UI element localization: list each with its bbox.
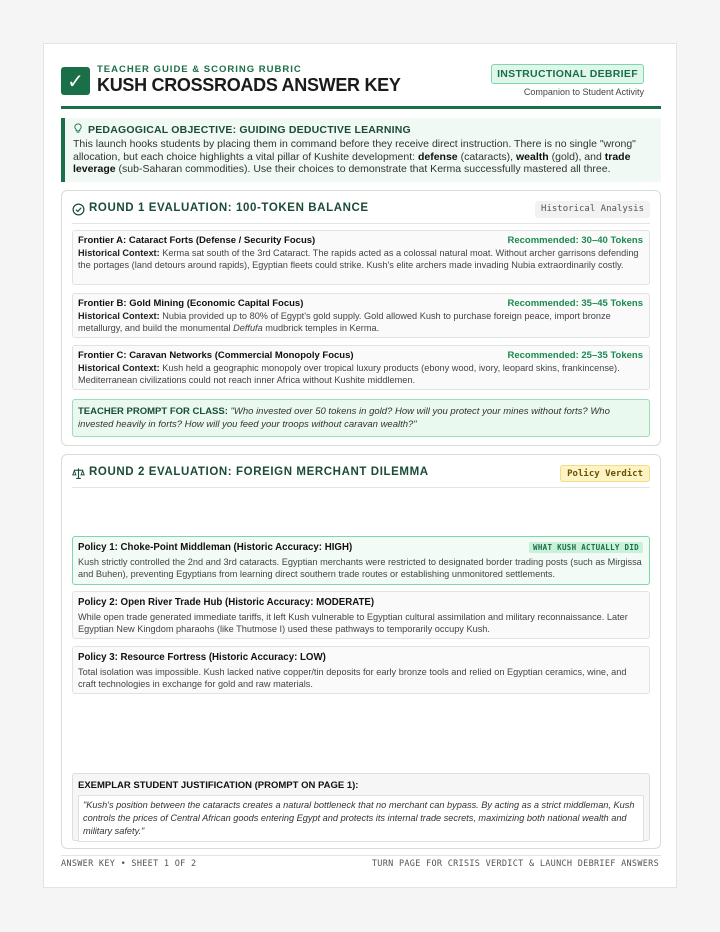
footer-turn-page-note: TURN PAGE FOR CRISIS VERDICT & LAUNCH DEBRIEF ANSWERS [371, 859, 659, 869]
round-2-title: ROUND 2 EVALUATION: FOREIGN MERCHANT DILEMMA [89, 466, 429, 478]
deffufa-term: Deffufa [233, 322, 263, 333]
context-label: Historical Context: [78, 311, 160, 321]
context-label: Historical Context: [78, 248, 160, 258]
frontier-a-text: Kerma sat south of the 3rd Cataract. The rapids acted as a colossal natural moat. Without archer garrisons defending the portages (land detours around rapids), Egyptian fleets could strike. Kush's elite archers made invading Nubia extraordinarily costly. [78, 248, 639, 270]
policy-3-card [72, 646, 650, 694]
objective-text-b: (cataracts), [457, 150, 517, 163]
policy-3-title: Policy 3: Resource Fortress (Historic Accuracy: LOW) [78, 652, 326, 663]
teacher-prompt [72, 399, 650, 437]
instructional-debrief-badge: INSTRUCTIONAL DEBRIEF [491, 64, 644, 84]
teacher-prompt-text: "Who invested over 50 tokens in gold? How will you protect your mines without forts? Who invested heavily in forts? How will you feed your troops without caravan wealth?" [78, 406, 610, 430]
frontier-b-card [72, 293, 650, 338]
frontier-c-text: Kush held a geographic monopoly over tropical luxury products (ebony wood, ivory, leopard skins, frankincense). Mediterranean civilizations could not reach inner Africa without Kushite middlemen. [78, 363, 620, 385]
objective-heading [73, 123, 653, 136]
frontier-c-title: Frontier C: Caravan Networks (Commercial Monopoly Focus) [78, 350, 354, 361]
objective-text-d: (sub-Saharan commodities). Use their choices to demonstrate that Kerma successfully mastered all three. [115, 163, 611, 175]
footer-sheet-number: ANSWER KEY • SHEET 1 OF 2 [61, 859, 197, 869]
historical-analysis-tag: Historical Analysis [535, 201, 650, 218]
round-1-divider [72, 223, 650, 224]
pedagogical-objective [61, 118, 661, 182]
answer-key-sheet [43, 43, 677, 888]
page-title: KUSH CROSSROADS ANSWER KEY [97, 75, 401, 95]
frontier-b-title: Frontier B: Gold Mining (Economic Capital Focus) [78, 298, 304, 309]
policy-verdict-tag: Policy Verdict [560, 465, 650, 482]
round-2-header [72, 465, 650, 485]
policy-2-title: Policy 2: Open River Trade Hub (Historic Accuracy: MODERATE) [78, 597, 375, 608]
frontier-b-recommendation: Recommended: 35–45 Tokens [507, 298, 643, 309]
frontier-c-recommendation: Recommended: 25–35 Tokens [507, 350, 643, 361]
check-circle-icon [72, 203, 85, 216]
round-1-header [72, 201, 650, 221]
policy-3-text: Total isolation was impossible. Kush lacked native copper/tin deposits for early bronze tools and relied on Egyptian ceramics, wine, and craft technologies in exchange for gold and raw materials. [78, 667, 627, 689]
policy-1-card [72, 536, 650, 585]
exemplar-quote: "Kush's position between the cataracts creates a natural bottleneck that no merchant can bypass. By acting as a strict middleman, Kush controls the prices of Central African goods entering Egypt and protects its internal trade secrets, maximizing both national wealth and military safety." [78, 795, 644, 842]
header-kicker: TEACHER GUIDE & SCORING RUBRIC [97, 64, 302, 75]
objective-text [73, 138, 653, 176]
teacher-prompt-label: TEACHER PROMPT FOR CLASS: [78, 406, 228, 417]
footer-divider [61, 855, 661, 856]
page-header [61, 64, 661, 108]
checkmark-icon: ✓ [61, 67, 90, 95]
companion-note: Companion to Student Activity [523, 87, 644, 97]
frontier-a-card [72, 230, 650, 285]
objective-heading-text: PEDAGOGICAL OBJECTIVE: GUIDING DEDUCTIVE LEARNING [88, 124, 411, 136]
round-2-panel [61, 454, 661, 849]
header-divider [61, 106, 661, 109]
scales-icon [72, 467, 85, 480]
frontier-b-text-a: Nubia provided up to 80% of Egypt's gold supply. Gold allowed Kush to purchase foreign peace, import bronze metallurgy, and build the monumental [78, 311, 611, 333]
frontier-a-context [78, 248, 644, 271]
exemplar-justification [72, 773, 650, 841]
objective-bold-trade: trade leverage [73, 150, 631, 175]
policy-2-card [72, 591, 650, 639]
frontier-b-context [78, 311, 644, 334]
objective-bold-defense: defense [417, 150, 458, 163]
context-label: Historical Context: [78, 363, 160, 373]
frontier-c-context [78, 363, 644, 386]
round-1-title: ROUND 1 EVALUATION: 100-TOKEN BALANCE [89, 202, 369, 214]
frontier-a-title: Frontier A: Cataract Forts (Defense / Security Focus) [78, 235, 316, 246]
round-1-panel [61, 190, 661, 446]
frontier-a-recommendation: Recommended: 30–40 Tokens [507, 235, 643, 246]
frontier-c-card [72, 345, 650, 390]
objective-text-a: This launch hooks students by placing them in command before they receive direct instruction. There is no single "wrong" allocation, but each choice highlights a vital pillar of Kushite development: [73, 138, 636, 163]
round-2-divider [72, 487, 650, 488]
objective-bold-wealth: wealth [516, 150, 549, 163]
exemplar-heading: EXEMPLAR STUDENT JUSTIFICATION (PROMPT ON PAGE 1): [78, 780, 359, 791]
actual-choice-badge: WHAT KUSH ACTUALLY DID [529, 542, 643, 553]
lightbulb-icon [73, 123, 83, 134]
frontier-b-text-b: mudbrick temples in Kerma. [262, 322, 380, 333]
objective-text-c: (gold), and [548, 150, 605, 163]
policy-1-text: Kush strictly controlled the 2nd and 3rd cataracts. Egyptian merchants were restricted to designated border trading posts (such as Mirgissa and Buhen), preventing Egyptians from learning direct southern trade routes or establishing unmonitored settlements. [78, 557, 642, 579]
policy-2-text: While open trade generated immediate tariffs, it left Kush vulnerable to Egyptian cultural assimilation and military reconnaissance. Later Egyptian New Kingdom pharaohs (like Thutmose I) used these pathways to temporarily occupy Kush. [78, 612, 628, 634]
policy-1-title: Policy 1: Choke-Point Middleman (Historic Accuracy: HIGH) [78, 542, 353, 553]
